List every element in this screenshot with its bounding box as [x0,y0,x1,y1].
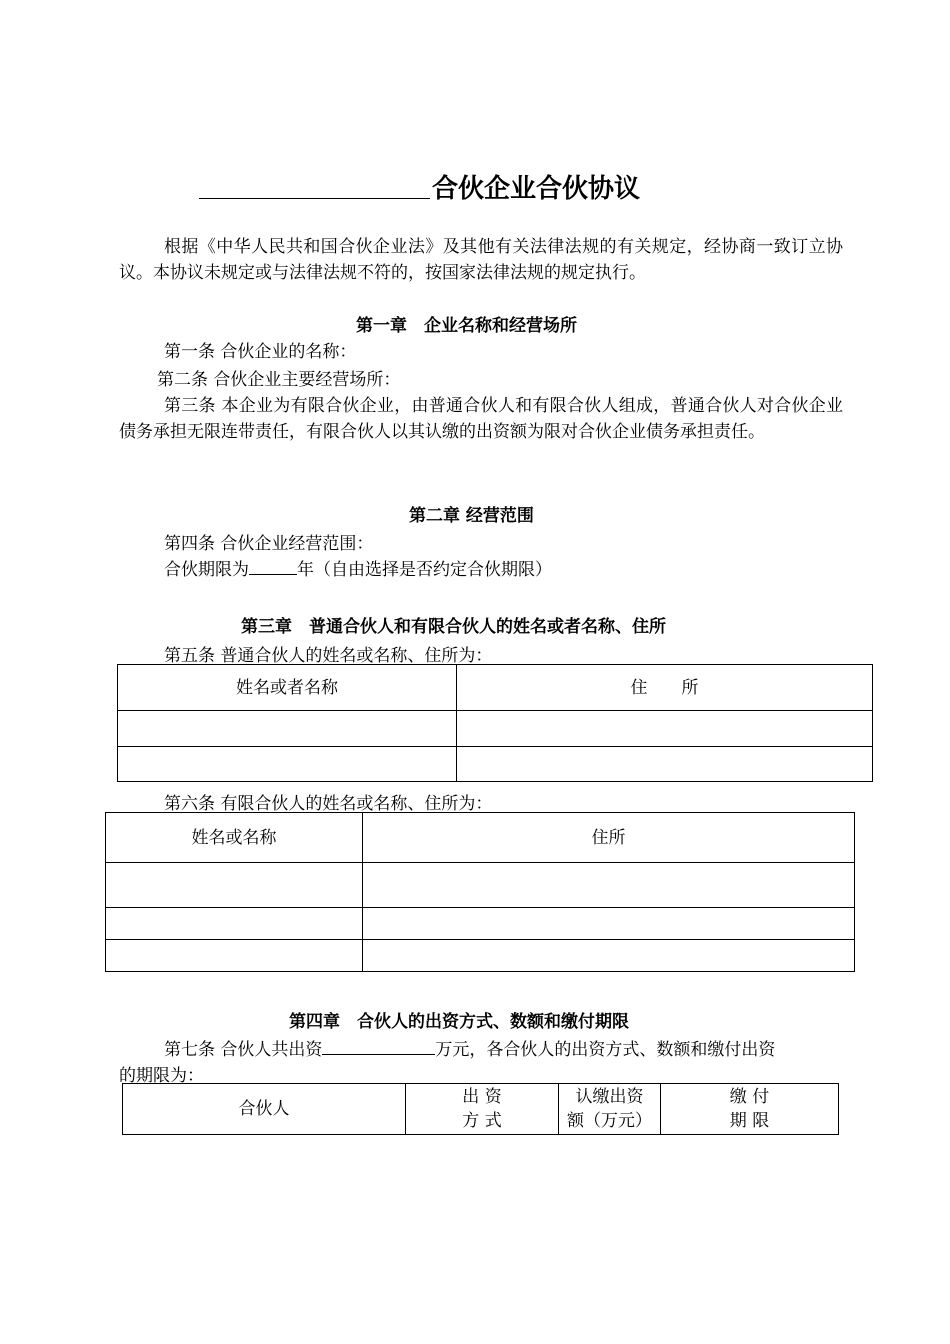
limited-partners-table [105,812,855,972]
table-header-row [118,665,873,711]
header-line: 额（万元） [567,1111,652,1131]
table-row [106,863,855,908]
chapter4-heading: 第四章 合伙人的出资方式、数额和缴付期限 [289,1012,629,1032]
table-header-row [123,1084,839,1135]
title-blank-line [199,198,430,199]
article6-text: 第六条 有限合伙人的姓名或名称、住所为： [164,794,493,814]
table-row [118,747,873,782]
header-line: 期 限 [729,1111,770,1131]
name-column-header: 姓名或者名称 [118,665,457,711]
header-line: 方 式 [462,1111,502,1131]
chapter2-heading: 第二章 经营范围 [409,506,534,526]
table-cell[interactable] [106,908,363,940]
document-title: 合伙企业合伙协议 [432,174,641,204]
table-cell[interactable] [106,863,363,908]
table-cell[interactable] [363,908,855,940]
table-cell[interactable] [118,747,457,782]
table-cell[interactable] [118,711,457,747]
capital-contribution-table [122,1083,839,1135]
table-header-row [106,813,855,863]
article7-line1 [164,1035,775,1060]
article3-paragraph: 第三条 本企业为有限合伙企业，由普通合伙人和有限合伙人组成，普通合伙人对合伙企业债务承担无限连带责任，有限合伙人以其认缴的出资额为限对合伙企业债务承担责任。 [119,396,843,442]
address-column-header: 住 所 [457,665,873,711]
subscribed-amount-header [559,1084,661,1135]
chapter3-heading: 第三章 普通合伙人和有限合伙人的姓名或者名称、住所 [241,617,666,637]
article7-suffix: 万元，各合伙人的出资方式、数额和缴付出资 [435,1040,776,1060]
table-row [106,940,855,972]
table-cell[interactable] [363,863,855,908]
term-years-blank[interactable] [249,558,297,575]
chapter1-heading: 第一章 企业名称和经营场所 [356,316,577,336]
name-column-header: 姓名或名称 [106,813,363,863]
header-line: 缴 付 [729,1087,770,1107]
partnership-term-line [164,555,552,580]
table-cell[interactable] [106,940,363,972]
header-line: 出 资 [462,1087,502,1107]
contribution-method-header [406,1084,559,1135]
term-suffix: 年（自由选择是否约定合伙期限） [297,560,552,580]
article2-text: 第二条 合伙企业主要经营场所： [157,370,401,390]
term-prefix: 合伙期限为 [164,560,249,580]
article5-text: 第五条 普通合伙人的姓名或名称、住所为： [164,646,493,666]
article7-prefix: 第七条 合伙人共出资 [164,1040,323,1060]
partner-column-header: 合伙人 [123,1084,406,1135]
table-row [118,711,873,747]
article4-text: 第四条 合伙企业经营范围： [164,534,374,554]
table-row [106,908,855,940]
article1-text: 第一条 合伙企业的名称： [164,342,357,362]
table-cell[interactable] [457,747,873,782]
total-capital-blank[interactable] [322,1038,435,1055]
general-partners-table [117,664,873,782]
address-column-header: 住所 [363,813,855,863]
preamble-paragraph: 根据《中华人民共和国合伙企业法》及其他有关法律法规的有关规定，经协商一致订立协议。本协议未规定或与法律法规不符的，按国家法律法规的规定执行。 [119,237,843,283]
table-cell[interactable] [457,711,873,747]
table-cell[interactable] [363,940,855,972]
payment-deadline-header [661,1084,839,1135]
header-line: 认缴出资 [575,1087,644,1107]
article7-line2: 的期限为： [119,1066,204,1086]
